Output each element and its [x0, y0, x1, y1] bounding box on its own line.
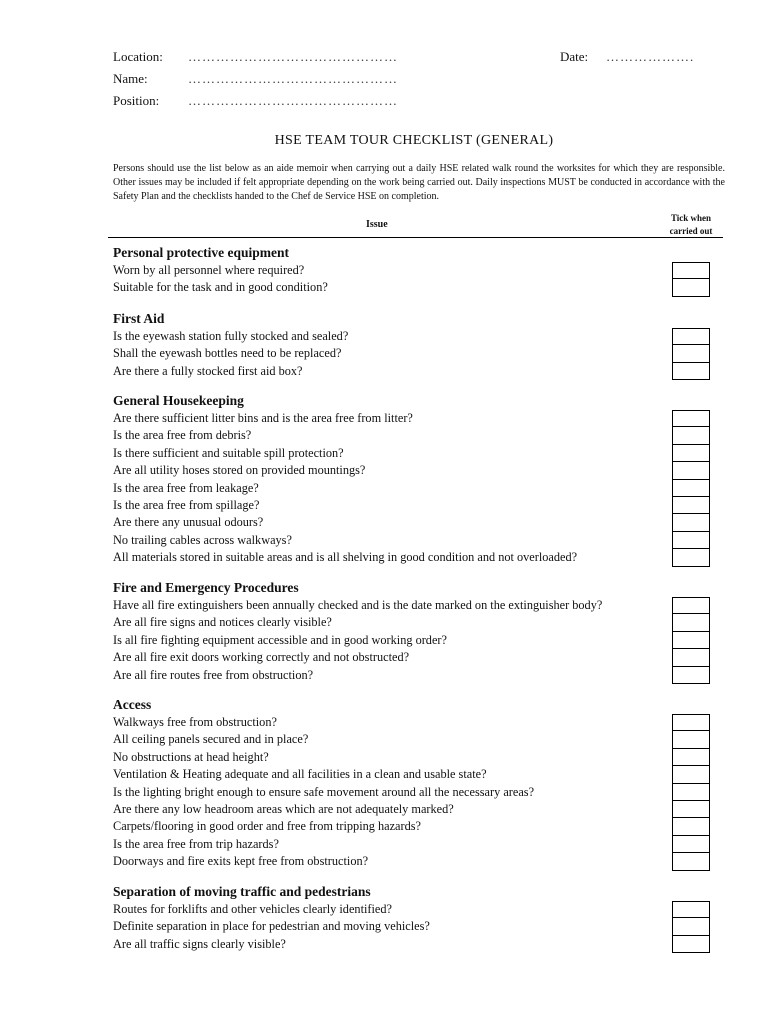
- tick-checkbox[interactable]: [672, 363, 710, 380]
- checklist-item: [113, 427, 733, 444]
- checklist-item: [113, 363, 733, 380]
- tick-checkbox[interactable]: [672, 597, 710, 614]
- tick-checkbox[interactable]: [672, 818, 710, 835]
- checklist-item: [113, 345, 733, 362]
- tick-checkbox[interactable]: [672, 549, 710, 566]
- section-title: Access: [113, 697, 152, 712]
- checklist-item: [113, 853, 733, 870]
- checklist-item: [113, 410, 733, 427]
- position-label: Position:: [113, 93, 160, 108]
- checklist-item-text: Are there a fully stocked first aid box?: [113, 363, 303, 378]
- checklist-item: [113, 549, 733, 566]
- section-title: General Housekeeping: [113, 393, 244, 408]
- location-row: [113, 49, 433, 65]
- checklist-item-text: All materials stored in suitable areas and is all shelving in good condition and not overloaded?: [113, 550, 578, 565]
- checklist-item-text: Are there sufficient litter bins and is the area free from litter?: [113, 411, 413, 425]
- checklist-item: [113, 836, 733, 853]
- checklist-item-text: Worn by all personnel where required?: [113, 263, 305, 277]
- tick-checkbox[interactable]: [672, 649, 710, 666]
- checklist-item-text: Are all utility hoses stored on provided mountings?: [113, 463, 366, 478]
- checklist-item: [113, 784, 733, 801]
- location-label: Location:: [113, 49, 163, 64]
- checklist-item: [113, 597, 733, 614]
- checklist-section: [113, 310, 733, 380]
- section-title: Personal protective equipment: [113, 245, 289, 260]
- checklist-item-text: All ceiling panels secured and in place?: [113, 732, 309, 747]
- date-label: Date:: [560, 49, 589, 64]
- checklist-item-text: Routes for forklifts and other vehicles clearly identified?: [113, 902, 392, 916]
- checklist-item-text: Is the area free from spillage?: [113, 497, 260, 512]
- name-row: [113, 71, 433, 87]
- checklist-item-text: Have all fire extinguishers been annually checked and is the date marked on the extinguisher body?: [113, 598, 603, 612]
- tick-checkbox[interactable]: [672, 410, 710, 427]
- checklist-item: [113, 749, 733, 766]
- tick-checkbox[interactable]: [672, 801, 710, 818]
- section-title: Fire and Emergency Procedures: [113, 580, 299, 595]
- checklist-item: [113, 901, 733, 918]
- tick-checkbox[interactable]: [672, 918, 710, 935]
- tick-checkbox[interactable]: [672, 731, 710, 748]
- checklist-item: [113, 918, 733, 935]
- checklist-item-text: Are all traffic signs clearly visible?: [113, 936, 286, 951]
- checklist-item: [113, 532, 733, 549]
- checklist-item-text: No obstructions at head height?: [113, 749, 269, 764]
- tick-checkbox[interactable]: [672, 614, 710, 631]
- checklist-section: [113, 883, 733, 953]
- checklist-item: [113, 514, 733, 531]
- section-title: First Aid: [113, 311, 165, 326]
- checklist-item-text: Carpets/flooring in good order and free from tripping hazards?: [113, 819, 422, 834]
- tick-checkbox[interactable]: [672, 632, 710, 649]
- tick-checkbox[interactable]: [672, 714, 710, 731]
- checklist-section: [113, 244, 733, 297]
- checklist-item: [113, 462, 733, 479]
- checklist-item: [113, 279, 733, 296]
- tick-checkbox[interactable]: [672, 279, 710, 296]
- checklist-section: [113, 696, 733, 871]
- tick-checkbox[interactable]: [672, 766, 710, 783]
- checklist-item-text: Is the area free from trip hazards?: [113, 836, 279, 851]
- checklist-item: [113, 667, 733, 684]
- checklist-item: [113, 497, 733, 514]
- position-field[interactable]: ………………………………………: [188, 93, 398, 108]
- checklist-item: [113, 614, 733, 631]
- checklist-item-text: Is there sufficient and suitable spill protection?: [113, 445, 344, 460]
- tick-column-header: Tick when carried out: [669, 213, 713, 236]
- checklist-item-text: Doorways and fire exits kept free from obstruction?: [113, 854, 369, 869]
- tick-checkbox[interactable]: [672, 497, 710, 514]
- checklist-item-text: Suitable for the task and in good condition?: [113, 280, 328, 295]
- tick-checkbox[interactable]: [672, 345, 710, 362]
- checklist-item-text: Are there any unusual odours?: [113, 515, 264, 530]
- checklist-item: [113, 480, 733, 497]
- tick-checkbox[interactable]: [672, 427, 710, 444]
- tick-checkbox[interactable]: [672, 853, 710, 870]
- checklist-item: [113, 801, 733, 818]
- page-title: HSE TEAM TOUR CHECKLIST (GENERAL): [274, 133, 554, 148]
- location-field[interactable]: ………………………………………: [188, 49, 398, 64]
- checklist-item-text: Is the eyewash station fully stocked and sealed?: [113, 329, 349, 343]
- checklist-item: [113, 328, 733, 345]
- position-row: [113, 93, 433, 109]
- checklist-section: [113, 579, 733, 684]
- checklist-item: [113, 818, 733, 835]
- section-title: Separation of moving traffic and pedestrians: [113, 884, 371, 899]
- tick-checkbox[interactable]: [672, 749, 710, 766]
- checklist-item-text: Are all fire signs and notices clearly visible?: [113, 615, 332, 630]
- name-label: Name:: [113, 71, 148, 86]
- checklist-item-text: Is the area free from leakage?: [113, 480, 259, 495]
- checklist-item-text: Ventilation & Heating adequate and all facilities in a clean and usable state?: [113, 767, 487, 782]
- checklist-item-text: Walkways free from obstruction?: [113, 715, 277, 729]
- header-divider: [108, 237, 723, 238]
- checklist-item-text: Shall the eyewash bottles need to be replaced?: [113, 346, 342, 361]
- tick-checkbox[interactable]: [672, 836, 710, 853]
- tick-checkbox[interactable]: [672, 901, 710, 918]
- checklist-item-text: Is all fire fighting equipment accessible and in good working order?: [113, 632, 447, 647]
- checklist-item-text: Is the area free from debris?: [113, 428, 252, 443]
- name-field[interactable]: ………………………………………: [188, 71, 398, 86]
- checklist-item: [113, 936, 733, 953]
- checklist-item-text: No trailing cables across walkways?: [113, 532, 292, 547]
- tick-checkbox[interactable]: [672, 784, 710, 801]
- checklist-item-text: Are all fire exit doors working correctly and not obstructed?: [113, 650, 410, 665]
- checklist-item: [113, 731, 733, 748]
- checklist-item: [113, 262, 733, 279]
- tick-checkbox[interactable]: [672, 514, 710, 531]
- checklist-item: [113, 632, 733, 649]
- tick-checkbox[interactable]: [672, 480, 710, 497]
- issue-column-header: Issue: [366, 219, 388, 230]
- tick-checkbox[interactable]: [672, 462, 710, 479]
- intro-paragraph: Persons should use the list below as an aide memoir when carrying out a daily HSE related walk round the worksites for which they are responsible. Other issues may be included if felt appropriate depending on the work being carried out. Daily inspections MUST be conducted in accordance with the Safety Plan and the checklists handed to the Chef de Service HSE on completion.: [113, 163, 725, 202]
- checklist-item-text: Are all fire routes free from obstruction?: [113, 667, 314, 682]
- checklist-item: [113, 714, 733, 731]
- checklist-item: [113, 766, 733, 783]
- page-title-wrap: [0, 132, 768, 150]
- date-row: [560, 49, 710, 65]
- date-field[interactable]: ……………….: [606, 49, 695, 64]
- checklist-section: [113, 392, 733, 567]
- tick-checkbox[interactable]: [672, 532, 710, 549]
- checklist-item-text: Is the lighting bright enough to ensure safe movement around all the necessary areas?: [113, 784, 535, 799]
- checklist-item-text: Definite separation in place for pedestrian and moving vehicles?: [113, 919, 430, 934]
- checklist-item-text: Are there any low headroom areas which are not adequately marked?: [113, 801, 454, 816]
- checklist-item: [113, 649, 733, 666]
- tick-checkbox[interactable]: [672, 936, 710, 953]
- tick-checkbox[interactable]: [672, 328, 710, 345]
- tick-checkbox[interactable]: [672, 445, 710, 462]
- tick-checkbox[interactable]: [672, 667, 710, 684]
- checklist-item: [113, 445, 733, 462]
- tick-checkbox[interactable]: [672, 262, 710, 279]
